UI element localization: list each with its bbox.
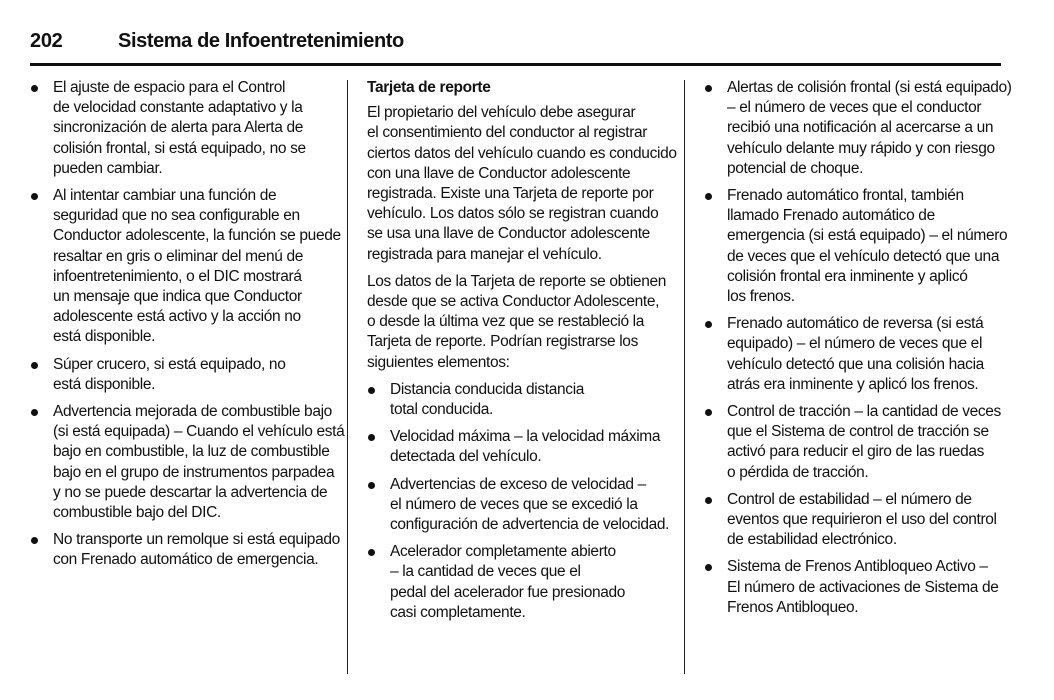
- header-rule: [30, 63, 1001, 66]
- col1-bullet-2: [30, 186, 341, 348]
- col2-bullet-4: [367, 542, 672, 623]
- bullet-text-line: – la cantidad de veces que el: [390, 563, 581, 581]
- col3-bullet-4: [704, 402, 1004, 483]
- col3-bullet-5: [704, 490, 1004, 551]
- col3-bullet-2: [704, 186, 1008, 307]
- paragraph-text-line: el consentimiento del conductor al registrar: [367, 124, 648, 142]
- section-title: Sistema de Infoentretenimiento: [118, 30, 404, 52]
- paragraph-text-line: El propietario del vehículo debe asegurar: [367, 104, 636, 122]
- bullet-text-line: que el Sistema de control de tracción se: [727, 423, 989, 441]
- bullet-text-line: El ajuste de espacio para el Control: [53, 79, 286, 96]
- bullet-text-line: está disponible.: [53, 375, 156, 393]
- bullet-text-line: resaltar en gris o eliminar del menú de: [53, 247, 303, 265]
- bullet-text-line: activó para reducir el giro de las ruedas: [727, 443, 985, 461]
- bullet-text-line: vehículo delante muy rápido y con riesgo: [727, 139, 995, 157]
- paragraph-text-line: se usa una llave de Conductor adolescente: [367, 225, 650, 243]
- bullet-dot: [705, 321, 712, 328]
- bullet-text-line: vehículo detectó que una colisión hacia: [727, 355, 984, 373]
- bullet-dot: [705, 85, 712, 92]
- col1-bullet-5: [30, 530, 340, 570]
- bullet-text-line: Súper crucero, si está equipado, no: [53, 355, 286, 373]
- bullet-text-line: llamado Frenado automático de: [727, 207, 935, 225]
- column-3: [704, 78, 1012, 625]
- bullet-text-line: de velocidad constante adaptativo y la: [53, 99, 303, 117]
- bullet-text-line: potencial de choque.: [727, 159, 864, 177]
- bullet-text-line: sincronización de alerta para Alerta de: [53, 119, 304, 137]
- bullet-text-line: infoentretenimiento, o el DIC mostrará: [53, 267, 302, 285]
- bullet-dot: [31, 362, 38, 369]
- bullet-dot: [368, 387, 375, 394]
- bullet-text-line: Acelerador completamente abierto: [390, 543, 616, 561]
- bullet-text-line: configuración de advertencia de velocidad.: [390, 516, 670, 534]
- bullet-text-line: recibió una notificación al acercarse a un: [727, 119, 994, 137]
- col2-paragraph-1: [367, 103, 677, 265]
- bullet-text-line: Conductor adolescente, la función se puede: [53, 227, 341, 245]
- bullet-text-line: Advertencia mejorada de combustible bajo: [53, 403, 332, 421]
- bullet-text-line: equipado) – el número de veces que el: [727, 335, 983, 353]
- paragraph-text-line: desde que se activa Conductor Adolescente,: [367, 293, 660, 311]
- bullet-text-line: Alertas de colisión frontal (si está equipado): [727, 79, 1012, 96]
- bullet-text-line: Velocidad máxima – la velocidad máxima: [390, 428, 661, 446]
- bullet-text-line: Frenado automático frontal, también: [727, 187, 964, 205]
- paragraph-text-line: con una llave de Conductor adolescente: [367, 164, 631, 182]
- bullet-text-line: Distancia conducida distancia: [390, 380, 585, 398]
- bullet-text-line: pedal del acelerador fue presionado: [390, 583, 626, 601]
- column-divider-right: [684, 80, 685, 674]
- bullet-text-line: Frenado automático de reversa (si está: [727, 315, 984, 333]
- bullet-text-line: total conducida.: [390, 401, 493, 419]
- bullet-text-line: Al intentar cambiar una función de: [53, 187, 277, 205]
- bullet-text-line: y no se puede descartar la advertencia de: [53, 483, 328, 501]
- col3-bullet-3: [704, 314, 1004, 395]
- bullet-text-line: colisión frontal era inminente y aplicó: [727, 267, 968, 285]
- col2-paragraph-2: [367, 272, 672, 373]
- bullet-text-line: Control de tracción – la cantidad de veces: [727, 403, 1001, 421]
- column-1: [30, 78, 345, 578]
- report-card-heading: Tarjeta de reporte: [367, 79, 491, 96]
- page-header: [30, 28, 1000, 60]
- paragraph-text-line: Tarjeta de reporte. Podrían registrarse los: [367, 333, 638, 351]
- bullet-text-line: detectada del vehículo.: [390, 448, 542, 466]
- bullet-text-line: (si está equipada) – Cuando el vehículo está: [53, 423, 345, 441]
- column-2: [367, 78, 677, 630]
- bullet-dot: [368, 549, 375, 556]
- bullet-dot: [368, 482, 375, 489]
- paragraph-text-line: registrada. Existe una Tarjeta de reporte por: [367, 185, 654, 203]
- bullet-dot: [705, 409, 712, 416]
- bullet-dot: [31, 409, 38, 416]
- col2-bullet-1: [367, 380, 672, 420]
- bullet-text-line: adolescente está activo y la acción no: [53, 308, 301, 326]
- bullet-text-line: de veces que el vehículo detectó que una: [727, 247, 1000, 265]
- bullet-text-line: Frenos Antibloqueo.: [727, 598, 859, 616]
- bullet-text-line: o pérdida de tracción.: [727, 463, 869, 481]
- bullet-text-line: No transporte un remolque si está equipado: [53, 531, 340, 549]
- col1-bullet-3: [30, 355, 335, 395]
- bullet-text-line: un mensaje que indica que Conductor: [53, 288, 302, 306]
- bullet-text-line: el número de veces que se excedió la: [390, 495, 638, 513]
- bullet-text-line: bajo en el grupo de instrumentos parpadea: [53, 463, 335, 481]
- bullet-dot: [368, 434, 375, 441]
- bullet-dot: [31, 193, 38, 200]
- bullet-text-line: colisión frontal, si está equipado, no se: [53, 139, 306, 157]
- bullet-text-line: bajo en combustible, la luz de combustible: [53, 443, 330, 461]
- bullet-text-line: seguridad que no sea configurable en: [53, 207, 300, 225]
- bullet-text-line: Advertencias de exceso de velocidad –: [390, 475, 646, 493]
- paragraph-text-line: ciertos datos del vehículo cuando es conducido: [367, 144, 677, 162]
- bullet-text-line: emergencia (si está equipado) – el número: [727, 227, 1008, 245]
- bullet-text-line: atrás era inminente y aplicó los frenos.: [727, 375, 979, 393]
- column-divider-left: [347, 80, 348, 674]
- bullet-text-line: está disponible.: [53, 328, 156, 346]
- col2-bullet-3: [367, 475, 672, 536]
- bullet-text-line: con Frenado automático de emergencia.: [53, 551, 319, 569]
- page-number: 202: [30, 30, 63, 52]
- bullet-dot: [705, 193, 712, 200]
- col2-bullet-2: [367, 427, 672, 467]
- bullet-text-line: los frenos.: [727, 288, 795, 306]
- bullet-text-line: eventos que requirieron el uso del control: [727, 511, 997, 529]
- paragraph-text-line: o desde la última vez que se restableció la: [367, 313, 645, 331]
- col1-bullet-1: [30, 78, 335, 179]
- paragraph-text-line: Los datos de la Tarjeta de reporte se obtienen: [367, 272, 667, 290]
- bullet-text-line: pueden cambiar.: [53, 159, 163, 177]
- bullet-text-line: Sistema de Frenos Antibloqueo Activo –: [727, 558, 988, 576]
- bullet-dot: [31, 85, 38, 92]
- paragraph-text-line: registrada para manejar el vehículo.: [367, 245, 602, 263]
- col1-bullet-4: [30, 402, 345, 523]
- bullet-dot: [705, 564, 712, 571]
- col3-bullet-1: [704, 78, 1012, 179]
- paragraph-text-line: vehículo. Los datos sólo se registran cuando: [367, 205, 659, 223]
- bullet-text-line: casi completamente.: [390, 603, 526, 621]
- bullet-text-line: El número de activaciones de Sistema de: [727, 578, 999, 596]
- bullet-dot: [31, 537, 38, 544]
- bullet-dot: [705, 497, 712, 504]
- bullet-text-line: combustible bajo del DIC.: [53, 504, 221, 522]
- bullet-text-line: – el número de veces que el conductor: [727, 99, 982, 117]
- paragraph-text-line: siguientes elementos:: [367, 353, 510, 371]
- bullet-text-line: de estabilidad electrónico.: [727, 531, 897, 549]
- col3-bullet-6: [704, 557, 1004, 618]
- bullet-text-line: Control de estabilidad – el número de: [727, 490, 972, 508]
